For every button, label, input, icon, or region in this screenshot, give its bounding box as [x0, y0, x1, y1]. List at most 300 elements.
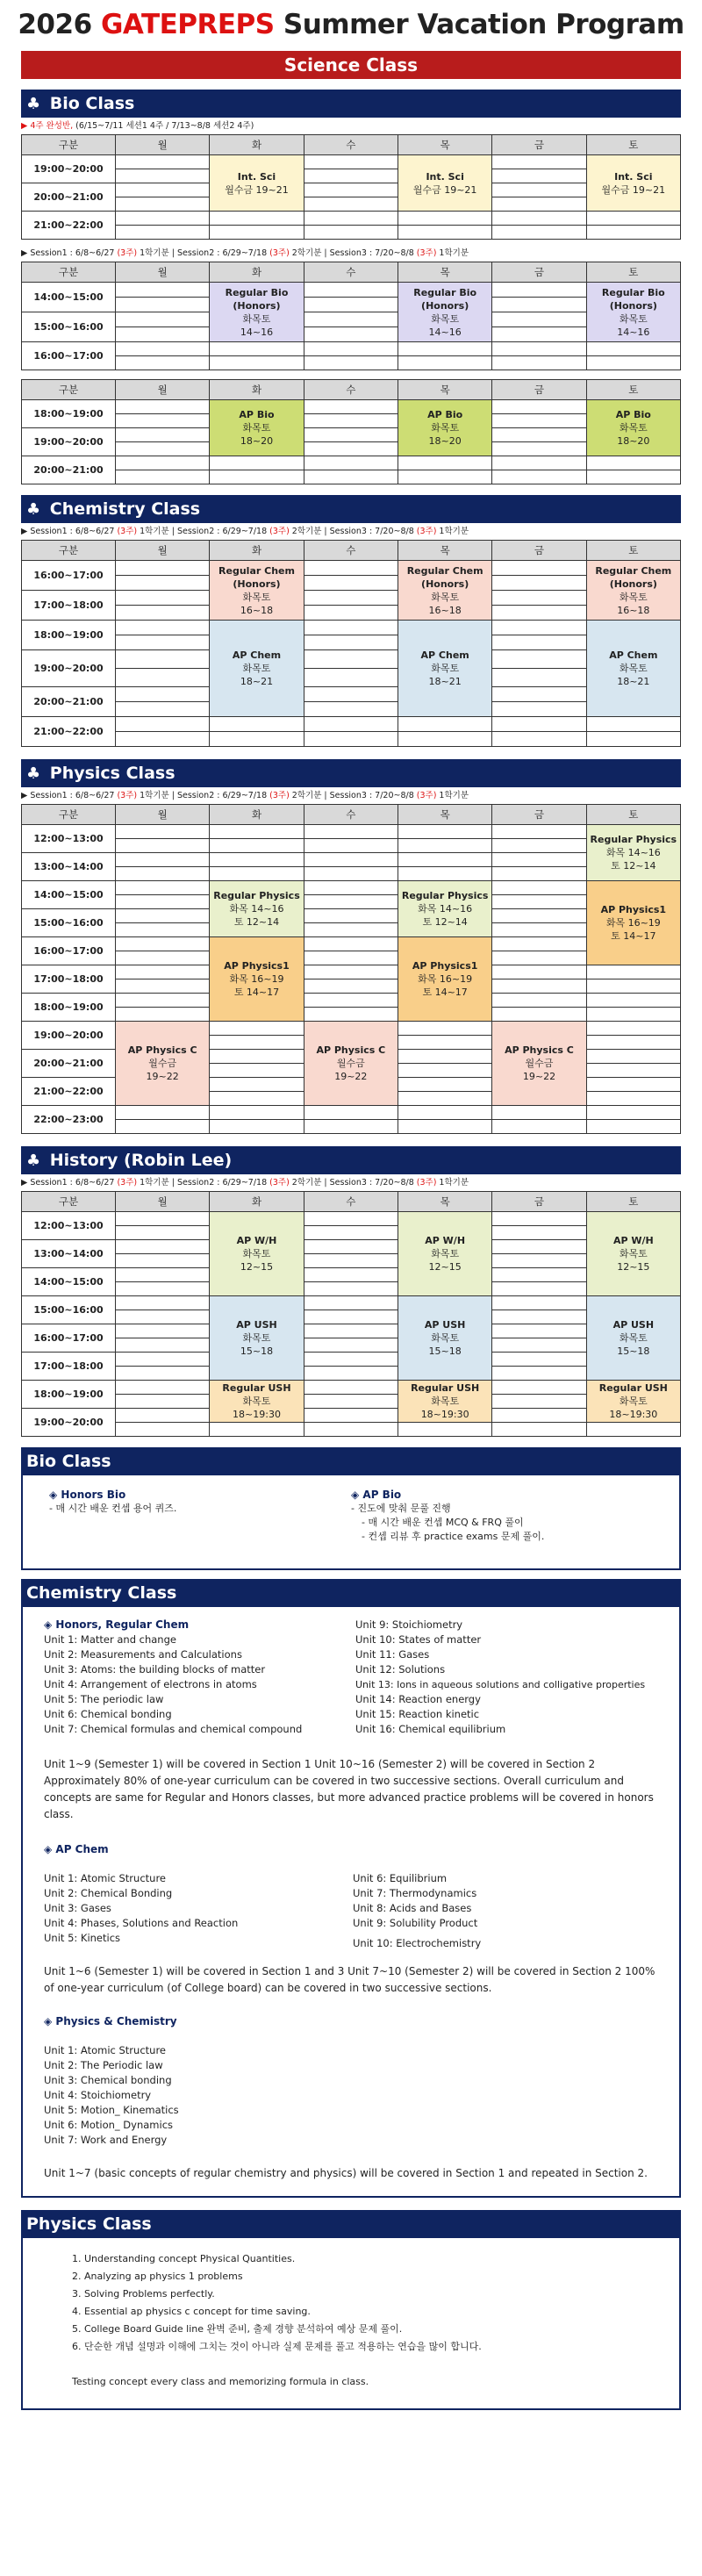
class-name: Regular Bio [225, 286, 289, 298]
class-name: Regular USH [598, 1382, 668, 1394]
time-cell: 12:00~13:00 [22, 1212, 116, 1240]
class-name: AP W/H [425, 1235, 466, 1246]
table-header-row [22, 1192, 681, 1212]
class-time: 18~20 [617, 435, 650, 447]
time-cell: 16:00~17:00 [22, 1324, 116, 1353]
session-unit: 1학기분 [436, 248, 469, 258]
header-cell: 금 [492, 380, 586, 400]
science-banner: Science Class [21, 51, 681, 79]
unit-item: Unit 7: Thermodynamics [353, 1887, 477, 1899]
phys-table [21, 804, 681, 1134]
class-days: 화목토 [242, 422, 271, 434]
class-days: 화목토 [431, 422, 460, 434]
unit-item: Unit 5: The periodic law [44, 1693, 164, 1705]
class-name: AP Chem [420, 649, 469, 661]
unit-item: Unit 11: Gases [355, 1648, 430, 1661]
unit-item: Unit 9: Stoichiometry [355, 1618, 463, 1631]
time-cell: 19:00~20:00 [22, 155, 116, 183]
class-time: 18~21 [428, 676, 462, 687]
header-cell: 화 [210, 805, 304, 825]
regular-bio-block [210, 283, 304, 342]
class-name: AP Bio [239, 409, 275, 420]
class-days: 화목토 [242, 312, 271, 325]
session-weeks: (3주) [117, 791, 138, 800]
session-2: | Session2 : 6/29~7/18 [168, 791, 270, 800]
class-time: 15~18 [428, 1345, 462, 1357]
class-days: 화목토 [619, 422, 648, 434]
session-3: | Session3 : 7/20~8/8 [321, 1178, 417, 1188]
unit-item: Unit 10: Electrochemistry [353, 1937, 482, 1949]
chem-section-header [21, 495, 681, 523]
header-cell: 토 [586, 135, 680, 155]
header-cell: 수 [304, 380, 398, 400]
class-days: 화목토 [431, 1396, 460, 1407]
unit-item: Unit 4: Arrangement of electrons in atoms [44, 1678, 257, 1690]
header-cell: 월 [116, 135, 210, 155]
ap-world-history-block [398, 1212, 491, 1296]
bio-note [21, 119, 681, 133]
time-cell: 14:00~15:00 [22, 881, 116, 909]
header-cell: 토 [586, 541, 680, 561]
header-cell: 화 [210, 1192, 304, 1212]
ap-bio-block [210, 400, 304, 456]
time-cell: 16:00~17:00 [22, 561, 116, 591]
ap-physics1-block [586, 881, 680, 965]
header-cell: 월 [116, 805, 210, 825]
ap-chem-block [210, 621, 304, 717]
class-name: Int. Sci [426, 170, 464, 183]
class-days: 화목토 [242, 1248, 271, 1259]
ap-bio-line: - 컨셉 리뷰 후 practice exams 문제 풀이. [362, 1531, 545, 1542]
int-sci-block [586, 155, 680, 212]
physics-point: 3. Solving Problems perfectly. [72, 2288, 215, 2300]
session-weeks: (3주) [416, 248, 437, 258]
session-weeks: (3주) [416, 791, 437, 800]
time-cell: 17:00~18:00 [22, 1353, 116, 1381]
table-header-row [22, 135, 681, 155]
class-days: 화목토 [431, 1332, 460, 1344]
class-name: Int. Sci [614, 170, 653, 183]
class-time: 14~16 [240, 326, 274, 338]
class-level: (Honors) [609, 299, 657, 312]
session-2: | Session2 : 6/29~7/18 [168, 1178, 270, 1188]
bio-class-box [21, 1475, 681, 1570]
header-cell: 목 [398, 135, 491, 155]
time-cell: 19:00~20:00 [22, 1409, 116, 1437]
class-name: Regular Bio [601, 286, 665, 298]
class-schedule: 화목 16~19 [418, 973, 473, 985]
session-2: | Session2 : 6/29~7/18 [168, 527, 270, 536]
class-name: AP USH [612, 1319, 655, 1331]
header-cell: 금 [492, 262, 586, 283]
class-days: 화목토 [242, 1396, 271, 1407]
unit-item: Unit 2: Chemical Bonding [44, 1887, 173, 1899]
session-1: Session1 : 6/8~6/27 [30, 1178, 118, 1188]
session-1: Session1 : 6/8~6/27 [30, 791, 118, 800]
club-icon: ♣ [26, 764, 41, 783]
bio-class-box-header: Bio Class [21, 1447, 681, 1475]
session-1: Session1 : 6/8~6/27 [30, 527, 118, 536]
club-icon: ♣ [26, 500, 41, 519]
session-weeks: (3주) [269, 1178, 290, 1188]
ap-bio-block [398, 400, 491, 456]
session-note: ▶ Session1 : 6/8~6/27 (3주) 1학기분 | Session2 : 6/29~7/18 (3주) 2학기분 | Session3 : 7/20~8/8 (3주) 1학기분 [21, 248, 469, 258]
class-schedule: 토 14~17 [611, 930, 656, 942]
session-unit: 1학기분 [436, 791, 469, 800]
regular-chem-block [586, 561, 680, 621]
class-time: 18~20 [240, 435, 274, 447]
class-name: AP Bio [427, 409, 463, 420]
time-cell: 17:00~18:00 [22, 591, 116, 621]
session-unit: 2학기분 [289, 248, 322, 258]
unit-item: Unit 15: Reaction kinetic [355, 1708, 480, 1720]
class-schedule: 토 12~14 [422, 916, 468, 928]
chem-header-label: Chemistry Class [49, 499, 201, 519]
time-cell: 21:00~22:00 [22, 212, 116, 240]
table-header-row [22, 541, 681, 561]
time-cell: 15:00~16:00 [22, 312, 116, 342]
ap-bio-line: - 매 시간 배운 컨셉 MCQ & FRQ 풀이 [362, 1517, 524, 1528]
class-name: AP Physics1 [224, 960, 290, 972]
class-days: 화목토 [619, 1396, 648, 1407]
page-title [0, 0, 702, 46]
class-days: 화목토 [242, 591, 271, 603]
regular-chem-block [398, 561, 491, 621]
regular-chem-description: Unit 1~9 (Semester 1) will be covered in Section 1 Unit 10~16 (Semester 2) will be covered in Section 2 Approximately 80% of one-year curriculum can be covered in two successive sections. Overall curriculum and concepts are same for Regular and Honors classes, but more advanced practice problems will be covered in honors class. [44, 1758, 654, 1820]
ap-world-history-block [586, 1212, 680, 1296]
ap-physics1-block [398, 937, 491, 1022]
time-cell: 14:00~15:00 [22, 1268, 116, 1296]
session-weeks: (3주) [269, 791, 290, 800]
class-days: 화목토 [431, 1248, 460, 1259]
header-cell: 화 [210, 380, 304, 400]
unit-item: Unit 1: Atomic Structure [44, 1872, 166, 1884]
header-cell: 월 [116, 541, 210, 561]
unit-item: Unit 5: Kinetics [44, 1932, 121, 1944]
session-weeks: (3주) [269, 248, 290, 258]
unit-item: Unit 10: States of matter [355, 1633, 482, 1646]
header-cell: 금 [492, 805, 586, 825]
ap-chem-title: ◈ AP Chem [44, 1843, 109, 1855]
physics-class-box-header: Physics Class [21, 2210, 681, 2238]
class-level: (Honors) [233, 578, 281, 590]
ap-us-history-block [586, 1296, 680, 1381]
unit-item: Unit 4: Phases, Solutions and Reaction [44, 1917, 239, 1929]
class-name: Regular Physics [213, 890, 300, 901]
header-cell: 토 [586, 380, 680, 400]
session-weeks: (3주) [416, 1178, 437, 1188]
class-time: 16~18 [240, 604, 274, 616]
honors-bio-title: ◈ Honors Bio [49, 1489, 126, 1501]
header-cell: 수 [304, 1192, 398, 1212]
header-cell: 화 [210, 135, 304, 155]
honors-bio-line: - 매 시간 배운 컨셉 용어 퀴즈. [49, 1503, 177, 1514]
physics-chem-description: Unit 1~7 (basic concepts of regular chemistry and physics) will be covered in Section 1 and repeated in Section 2. [44, 2167, 648, 2179]
time-cell: 15:00~16:00 [22, 909, 116, 937]
class-days: 월수금 [148, 1058, 177, 1069]
unit-item: Unit 13: Ions in aqueous solutions and colligative properties [355, 1679, 646, 1690]
class-name: Int. Sci [237, 170, 276, 183]
class-schedule: 화목 14~16 [418, 903, 473, 915]
ap-physics-c-block [116, 1022, 210, 1106]
class-name: AP Physics C [505, 1044, 574, 1056]
class-level: (Honors) [421, 578, 469, 590]
regular-physics-block [210, 881, 304, 937]
unit-item: Unit 4: Stoichiometry [44, 2089, 152, 2101]
header-cell: 토 [586, 1192, 680, 1212]
time-cell: 19:00~20:00 [22, 650, 116, 687]
header-cell: 목 [398, 541, 491, 561]
hist-header-label: History (Robin Lee) [49, 1151, 233, 1170]
unit-item: Unit 9: Solubility Product [353, 1917, 478, 1929]
time-cell: 20:00~21:00 [22, 1050, 116, 1078]
class-schedule: 화목 16~19 [605, 917, 661, 929]
class-name: Regular USH [411, 1382, 480, 1394]
class-name: AP Bio [615, 409, 651, 420]
unit-item: Unit 7: Work and Energy [44, 2134, 168, 2146]
time-cell: 20:00~21:00 [22, 456, 116, 484]
bio-note-highlight: ▶ 4주 완성반, [21, 121, 76, 131]
class-days: 월수금 [525, 1058, 554, 1069]
ap-physics-c-block [492, 1022, 586, 1106]
time-cell: 20:00~21:00 [22, 687, 116, 717]
class-schedule: 토 14~17 [422, 987, 468, 998]
ap-chem-description: Unit 1~6 (Semester 1) will be covered in Section 1 and 3 Unit 7~10 (Semester 2) will be covered in Section 2 100% of one-year curriculum (of College board) can be covered in two successive sections. [44, 1965, 655, 1994]
physics-class-box [21, 2238, 681, 2410]
session-3: | Session3 : 7/20~8/8 [321, 527, 417, 536]
ap-world-history-block [210, 1212, 304, 1296]
ap-physics-c-block [304, 1022, 398, 1106]
header-cell: 수 [304, 541, 398, 561]
class-time: 19~22 [334, 1071, 368, 1082]
table-header-row [22, 262, 681, 283]
time-cell: 21:00~22:00 [22, 1078, 116, 1106]
class-days: 화목토 [242, 663, 271, 674]
time-cell: 19:00~20:00 [22, 428, 116, 456]
class-time: 18~19:30 [609, 1409, 658, 1420]
unit-item: Unit 6: Chemical bonding [44, 1708, 172, 1720]
header-cell: 목 [398, 1192, 491, 1212]
ap-bio-line: - 진도에 맞춰 문풀 진행 [351, 1503, 451, 1514]
class-days: 화목토 [431, 312, 460, 325]
regular-chem-block [210, 561, 304, 621]
physics-point: 1. Understanding concept Physical Quantities. [72, 2253, 296, 2264]
time-cell: 18:00~19:00 [22, 994, 116, 1022]
class-name: Regular Chem [218, 564, 295, 577]
table-header-row [22, 380, 681, 400]
time-cell: 18:00~19:00 [22, 400, 116, 428]
physics-chem-title: ◈ Physics & Chemistry [44, 2015, 177, 2027]
class-time: 15~18 [240, 1345, 274, 1357]
class-time: 16~18 [428, 604, 462, 616]
class-info: 월수금 19~21 [601, 183, 666, 196]
regular-us-history-block [586, 1381, 680, 1423]
int-sci-block [398, 155, 491, 212]
class-name: AP W/H [236, 1235, 277, 1246]
header-cell: 월 [116, 1192, 210, 1212]
title-brand: GATEPREPS [100, 9, 275, 40]
class-level: (Honors) [233, 299, 281, 312]
time-cell: 17:00~18:00 [22, 965, 116, 994]
class-name: AP Physics C [127, 1044, 197, 1056]
header-cell: 수 [304, 262, 398, 283]
class-name: AP Physics1 [600, 904, 667, 915]
chem-table [21, 540, 681, 747]
header-cell: 수 [304, 135, 398, 155]
class-time: 14~16 [428, 326, 462, 338]
class-days: 화목토 [619, 663, 648, 674]
regular-us-history-block [398, 1381, 491, 1423]
session-2: | Session2 : 6/29~7/18 [168, 248, 270, 258]
class-name: Regular Bio [413, 286, 477, 298]
class-schedule: 화목 14~16 [229, 903, 284, 915]
unit-item: Unit 6: Motion_ Dynamics [44, 2119, 174, 2131]
ap-bio-block [586, 400, 680, 456]
time-cell: 13:00~14:00 [22, 853, 116, 881]
session-3: | Session3 : 7/20~8/8 [321, 248, 417, 258]
unit-item: Unit 2: The Periodic law [44, 2059, 163, 2071]
unit-item: Unit 12: Solutions [355, 1663, 446, 1675]
session-unit: 1학기분 [436, 1178, 469, 1188]
ap-us-history-block [398, 1296, 491, 1381]
class-schedule: 토 12~14 [233, 916, 280, 928]
time-cell: 18:00~19:00 [22, 621, 116, 650]
session-unit: 1학기분 [436, 527, 469, 536]
class-schedule: 화목 16~19 [229, 973, 284, 985]
time-cell: 14:00~15:00 [22, 283, 116, 312]
class-days: 화목토 [431, 591, 460, 603]
regular-bio-block [398, 283, 491, 342]
header-cell: 금 [492, 135, 586, 155]
class-schedule: 토 12~14 [611, 860, 656, 872]
time-cell: 22:00~23:00 [22, 1106, 116, 1134]
header-cell: 구분 [22, 1192, 116, 1212]
time-cell: 16:00~17:00 [22, 937, 116, 965]
phys-section-header [21, 759, 681, 787]
regular-physics-block [586, 825, 680, 881]
physics-point: 4. Essential ap physics c concept for time saving. [72, 2306, 311, 2317]
time-cell: 13:00~14:00 [22, 1240, 116, 1268]
session-1: Session1 : 6/8~6/27 [30, 248, 118, 258]
class-days: 화목토 [242, 1332, 271, 1344]
ap-physics1-block [210, 937, 304, 1022]
class-level: (Honors) [609, 578, 657, 590]
unit-item: Unit 5: Motion_ Kinematics [44, 2104, 179, 2116]
session-unit: 2학기분 [289, 527, 322, 536]
table-header-row [22, 805, 681, 825]
int-sci-block [210, 155, 304, 212]
unit-item: Unit 3: Atoms: the building blocks of matter [44, 1663, 266, 1675]
class-name: AP W/H [612, 1235, 654, 1246]
ap-chem-block [586, 621, 680, 717]
header-cell: 목 [398, 262, 491, 283]
class-name: AP Physics C [316, 1044, 386, 1056]
class-time: 12~15 [240, 1261, 274, 1273]
unit-item: Unit 6: Equilibrium [353, 1872, 448, 1884]
session-unit: 2학기분 [289, 791, 322, 800]
unit-item: Unit 8: Acids and Bases [353, 1902, 472, 1914]
physics-point: 2. Analyzing ap physics 1 problems [72, 2271, 243, 2282]
header-cell: 구분 [22, 262, 116, 283]
class-time: 12~15 [617, 1261, 650, 1273]
class-schedule: 토 14~17 [233, 987, 280, 998]
header-cell: 구분 [22, 380, 116, 400]
chem-class-box-header: Chemistry Class [21, 1579, 681, 1607]
class-schedule: 화목 14~16 [605, 847, 661, 858]
header-cell: 금 [492, 541, 586, 561]
time-cell: 20:00~21:00 [22, 183, 116, 212]
session-unit: 1학기분 [137, 1178, 169, 1188]
header-cell: 구분 [22, 805, 116, 825]
class-time: 18~19:30 [233, 1409, 281, 1420]
header-cell: 화 [210, 262, 304, 283]
unit-item: Unit 2: Measurements and Calculations [44, 1648, 242, 1661]
class-days: 화목토 [619, 1248, 648, 1259]
session-unit: 1학기분 [137, 248, 169, 258]
class-days: 월수금 [336, 1058, 365, 1069]
phys-header-label: Physics Class [49, 764, 176, 783]
session-weeks: (3주) [117, 1178, 138, 1188]
bio-table-2 [21, 262, 681, 370]
class-time: 14~16 [617, 326, 650, 338]
class-days: 화목토 [619, 591, 648, 603]
class-time: 18~20 [428, 435, 462, 447]
class-days: 화목토 [619, 312, 648, 325]
class-time: 15~18 [617, 1345, 650, 1357]
club-icon: ♣ [26, 95, 41, 113]
time-cell: 18:00~19:00 [22, 1381, 116, 1409]
header-cell: 목 [398, 805, 491, 825]
regular-bio-block [586, 283, 680, 342]
header-cell: 목 [398, 380, 491, 400]
hist-section-header [21, 1146, 681, 1174]
class-name: AP Physics1 [412, 960, 478, 972]
chem-class-box [21, 1607, 681, 2198]
bio-section-header [21, 90, 681, 118]
regular-chem-title: ◈ Honors, Regular Chem [44, 1618, 190, 1631]
class-name: AP Chem [609, 649, 658, 661]
club-icon: ♣ [26, 1152, 41, 1170]
unit-item: Unit 1: Matter and change [44, 1633, 176, 1646]
session-unit: 2학기분 [289, 1178, 322, 1188]
bio-table-3 [21, 379, 681, 484]
class-name: AP USH [424, 1319, 466, 1331]
session-unit: 1학기분 [137, 791, 169, 800]
class-time: 18~19:30 [420, 1409, 469, 1420]
class-days: 화목토 [619, 1332, 648, 1344]
class-name: Regular Physics [401, 890, 489, 901]
time-cell: 15:00~16:00 [22, 1296, 116, 1324]
header-cell: 구분 [22, 541, 116, 561]
class-name: Regular USH [222, 1382, 291, 1394]
unit-item: Unit 1: Atomic Structure [44, 2044, 166, 2056]
time-cell: 16:00~17:00 [22, 342, 116, 370]
session-weeks: (3주) [117, 527, 138, 536]
regular-physics-block [398, 881, 491, 937]
class-days: 화목토 [431, 663, 460, 674]
hist-table [21, 1191, 681, 1437]
unit-item: Unit 16: Chemical equilibrium [355, 1723, 506, 1735]
unit-item: Unit 7: Chemical formulas and chemical compound [44, 1723, 303, 1735]
bio-note-dates: (6/15~7/11 세션1 4주 / 7/13~8/8 세션2 4주) [75, 121, 254, 131]
class-info: 월수금 19~21 [412, 183, 477, 196]
header-cell: 구분 [22, 135, 116, 155]
class-info: 월수금 19~21 [225, 183, 289, 196]
class-time: 18~21 [617, 676, 650, 687]
class-name: AP USH [236, 1319, 277, 1331]
title-rest: Summer Vacation Program [283, 9, 684, 40]
header-cell: 월 [116, 380, 210, 400]
